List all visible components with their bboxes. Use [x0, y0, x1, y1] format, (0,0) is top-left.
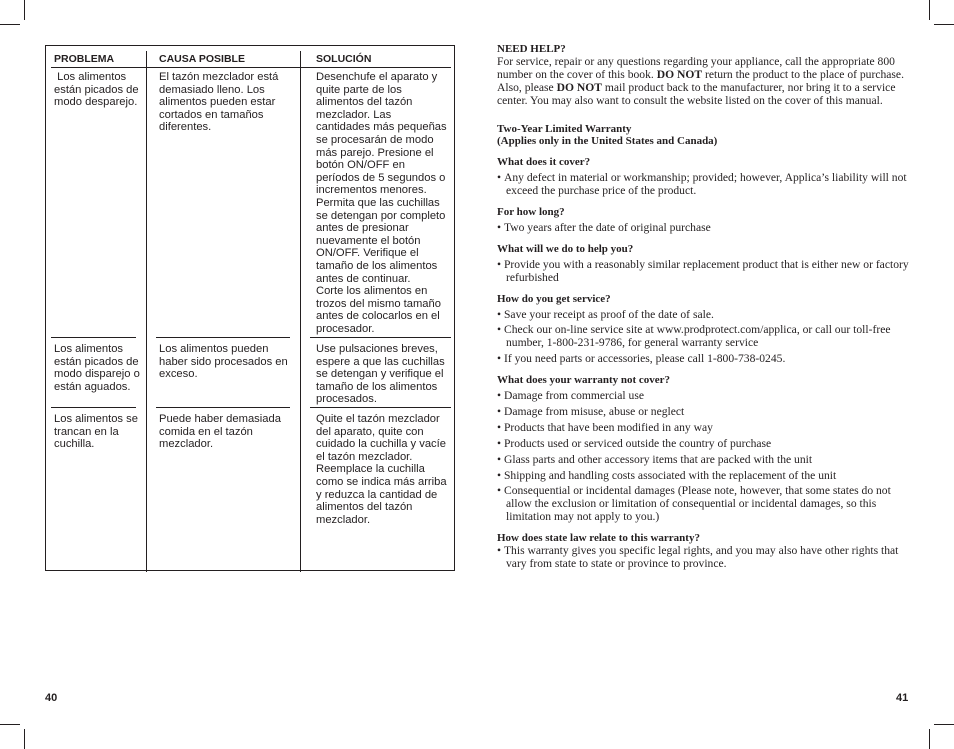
crop-mark	[929, 0, 930, 20]
cause-cell: Los alimentos pueden haber sido procesados en exceso.	[159, 343, 288, 381]
need-help-text: For service, repair or any questions regarding your appliance, call the appropriate 800 number on the cover of this book.	[497, 54, 895, 81]
row-rule	[51, 337, 136, 338]
list-item: • Shipping and handling costs associated with the replacement of the unit	[497, 470, 909, 483]
header-rule	[51, 67, 451, 68]
crop-mark	[934, 724, 954, 725]
troubleshooting-table	[45, 45, 455, 571]
warranty-title: Two-Year Limited Warranty	[497, 122, 632, 135]
problem-cell: Los alimentos se trancan en la cuchilla.	[54, 413, 138, 451]
row-rule	[51, 407, 136, 408]
crop-mark	[24, 729, 25, 749]
cause-cell: El tazón mezclador está demasiado lleno. Los alimentos pueden estar cortados en tamaños diferentes.	[159, 71, 279, 134]
crop-mark	[0, 24, 20, 25]
question-heading: What will we do to help you?	[497, 242, 634, 255]
solution-paragraph: Desenchufe el aparato y quite parte de los alimentos del tazón mezclador. Las cantidades más pequeñas se procesarán de modo más parejo. Presione el botón ON/OFF en períodos de 5 segundos o incrementos menores. Permita que las cuchillas se detengan por completo antes de presionar nuevamente el botón ON/OFF. Verifique el tamaño de los alimentos antes de continuar.	[316, 71, 447, 285]
question-heading: For how long?	[497, 206, 565, 219]
list-item: • Two years after the date of original purchase	[497, 222, 909, 235]
need-help-text: return the product to the place of purchase. Also, please	[497, 67, 904, 94]
question-heading: How does state law relate to this warranty?	[497, 532, 700, 545]
problem-cell: Los alimentos están picados de modo disparejo o están aguados.	[54, 343, 140, 393]
crop-mark	[934, 24, 954, 25]
list-item: • Products used or serviced outside the country of purchase	[497, 438, 909, 451]
crop-mark	[929, 729, 930, 749]
cover-list	[497, 172, 909, 198]
header-solucion: SOLUCIÓN	[316, 53, 372, 65]
list-item: • Any defect in material or workmanship; provided; however, Applica’s liability will not exceed the purchase price of the product.	[497, 172, 909, 198]
header-problema: PROBLEMA	[54, 53, 115, 65]
list-item: • Save your receipt as proof of the date of sale.	[497, 309, 909, 322]
header-causa-posible: CAUSA POSIBLE	[159, 53, 245, 65]
do-not-emphasis: DO NOT	[556, 80, 602, 94]
page-number-left: 40	[45, 692, 58, 704]
problem-cell: Los alimentos están picados de modo desparejo.	[54, 71, 142, 109]
column-divider	[300, 51, 301, 572]
solution-cell: Quite el tazón mezclador del aparato, quite con cuidado la cuchilla y vacíe el tazón mezclador. Reemplace la cuchilla como se indica más arriba y reduzca la cantidad de alimentos del tazón mezclador.	[316, 413, 447, 526]
list-item: • Products that have been modified in any way	[497, 422, 909, 435]
solution-cell: Use pulsaciones breves, espere a que las cuchillas se detengan y verifique el tamaño de los alimentos procesados.	[316, 343, 445, 406]
help-list	[497, 259, 909, 285]
question-heading: How do you get service?	[497, 292, 611, 305]
service-list	[497, 309, 909, 367]
warranty-subtitle: (Applies only in the United States and Canada)	[497, 135, 718, 148]
list-item: • Check our on-line service site at www.prodprotect.com/applica, or call our toll-free number, 1-800-231-9786, for general warranty service	[497, 324, 909, 350]
list-item: • Provide you with a reasonably similar replacement product that is either new or factory refurbished	[497, 259, 909, 285]
row-rule	[310, 337, 451, 338]
list-item: • Consequential or incidental damages (Please note, however, that some states do not allow the exclusion or limitation of consequential or incidental damages, so this limitation may not apply to you.)	[497, 485, 909, 524]
do-not-emphasis: DO NOT	[656, 67, 703, 81]
row-rule	[310, 407, 451, 408]
crop-mark	[24, 0, 25, 20]
list-item: • Damage from commercial use	[497, 390, 909, 403]
not-covered-list	[497, 390, 909, 524]
need-help-paragraph	[497, 56, 909, 108]
state-law-list	[497, 545, 909, 571]
list-item: • This warranty gives you specific legal rights, and you may also have other rights that vary from state to state or province to province.	[497, 545, 909, 571]
page-number-right: 41	[896, 692, 909, 704]
solution-paragraph: Corte los alimentos en trozos del mismo tamaño antes de colocarlos en el procesador.	[316, 285, 441, 335]
list-item: • Damage from misuse, abuse or neglect	[497, 406, 909, 419]
need-help-title: NEED HELP?	[497, 43, 566, 55]
row-rule	[156, 407, 290, 408]
column-divider	[146, 51, 147, 572]
list-item: • If you need parts or accessories, please call 1-800-738-0245.	[497, 353, 909, 366]
row-rule	[156, 337, 290, 338]
duration-list	[497, 222, 909, 235]
crop-mark	[0, 724, 20, 725]
cause-cell: Puede haber demasiada comida en el tazón mezclador.	[159, 413, 281, 451]
list-item: • Glass parts and other accessory items that are packed with the unit	[497, 454, 909, 467]
warranty-page	[497, 43, 909, 571]
solution-cell	[316, 71, 448, 335]
need-help-text: mail product back to the manufacturer, nor bring it to a service center. You may also want to consult the website listed on the cover of this manual.	[497, 80, 896, 107]
question-heading: What does it cover?	[497, 156, 591, 169]
question-heading: What does your warranty not cover?	[497, 374, 671, 387]
